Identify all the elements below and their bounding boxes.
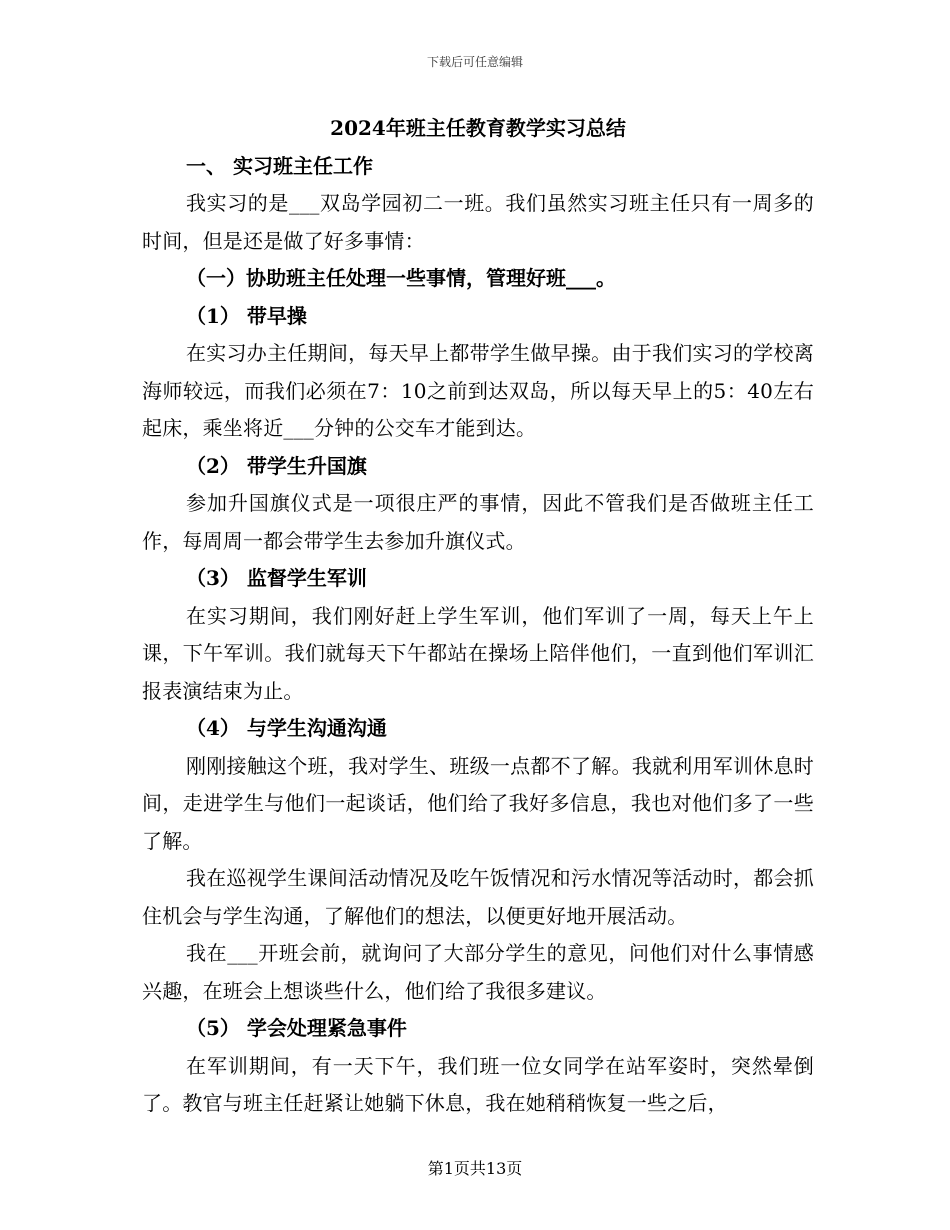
- document-title: 2024年班主任教育教学实习总结: [330, 116, 626, 140]
- page-header-note: 下载后可任意编辑: [426, 55, 523, 69]
- paragraph-3: 参加升国旗仪式是一项很庄严的事情，因此不管我们是否做班主任工作，每周周一都会带学生去参加升旗仪式。: [142, 491, 814, 553]
- paragraph-1: 我实习的是___双岛学园初二一班。我们虽然实习班主任只有一周多的时间，但是还是做了好多事情：: [142, 191, 814, 253]
- paragraph-5: 刚刚接触这个班，我对学生、班级一点都不了解。我就利用军训休息时间，走进学生与他们一起谈话，他们给了我好多信息，我也对他们多了一些了解。: [142, 753, 814, 853]
- item-heading-3: （3） 监督学生军训: [186, 566, 367, 590]
- item-heading-1: （1） 带早操: [186, 303, 307, 328]
- item-heading-5: （5） 学会处理紧急事件: [186, 1016, 407, 1040]
- document-body: [142, 110, 814, 1123]
- paragraph-7: 我在___开班会前，就询问了大部分学生的意见，问他们对什么事情感兴趣，在班会上想谈些什么，他们给了我很多建议。: [142, 941, 814, 1003]
- item-heading-2: （2） 带学生升国旗: [186, 453, 367, 478]
- page-number: 第1页共13页: [427, 1159, 523, 1178]
- item-heading-4: （4） 与学生沟通沟通: [186, 716, 387, 740]
- subsection-heading-1: （一）协助班主任处理一些事情，管理好班___。: [186, 266, 616, 290]
- section-heading-1: 一、 实习班主任工作: [186, 153, 373, 178]
- paragraph-8: 在军训期间，有一天下午，我们班一位女同学在站军姿时，突然晕倒了。教官与班主任赶紧让她躺下休息，我在她稍稍恢复一些之后，: [142, 1053, 814, 1115]
- paragraph-6: 我在巡视学生课间活动情况及吃午饭情况和污水情况等活动时，都会抓住机会与学生沟通，了解他们的想法，以便更好地开展活动。: [142, 866, 814, 928]
- paragraph-4: 在实习期间，我们刚好赶上学生军训，他们军训了一周，每天上午上课，下午军训。我们就每天下午都站在操场上陪伴他们，一直到他们军训汇报表演结束为止。: [142, 603, 814, 703]
- paragraph-2: 在实习办主任期间，每天早上都带学生做早操。由于我们实习的学校离海师较远，而我们必须在7：10之前到达双岛，所以每天早上的5：40左右起床，乘坐将近___分钟的公交车才能到达。: [142, 341, 814, 440]
